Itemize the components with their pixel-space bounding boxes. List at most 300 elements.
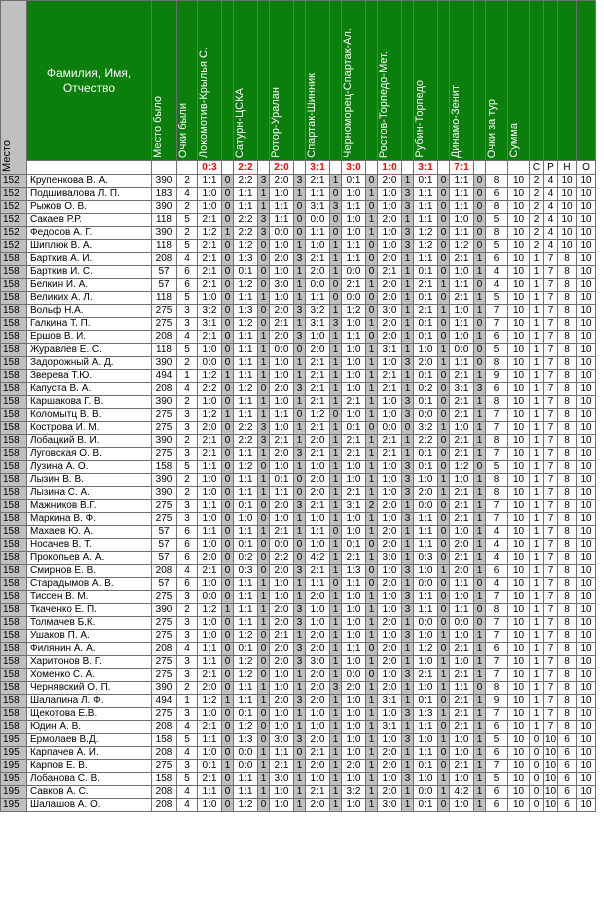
prediction-cell: 0:0 xyxy=(450,617,474,630)
sum-cell: 10 xyxy=(508,253,530,266)
prediction-cell: 1:1 xyxy=(414,214,438,227)
prediction-cell: 2:1 xyxy=(306,357,330,370)
prediction-cell: 0:1 xyxy=(414,396,438,409)
place-was-cell: 390 xyxy=(152,175,177,188)
stat-header-n: Н xyxy=(558,161,577,175)
prediction-cell: 0:1 xyxy=(414,370,438,383)
prediction-points-cell: 0 xyxy=(222,357,234,370)
prediction-cell: 1:0 xyxy=(450,630,474,643)
prediction-cell: 1:1 xyxy=(234,409,258,422)
name-cell: Смирнов Е. В. xyxy=(27,565,152,578)
prediction-points-cell: 0 xyxy=(222,786,234,799)
stat-cell: 7 xyxy=(544,500,558,513)
table-row xyxy=(1,500,596,513)
prediction-cell: 1:1 xyxy=(198,500,222,513)
stat-cell: 10 xyxy=(577,292,596,305)
table-row xyxy=(1,708,596,721)
prediction-cell: 1:0 xyxy=(306,513,330,526)
prediction-points-cell: 1 xyxy=(258,578,270,591)
prediction-cell: 1:0 xyxy=(342,318,366,331)
results-blank xyxy=(258,161,270,175)
sum-cell: 10 xyxy=(508,734,530,747)
prediction-points-cell: 0 xyxy=(258,240,270,253)
prediction-cell: 1:1 xyxy=(234,292,258,305)
tour-points-cell: 5 xyxy=(486,461,508,474)
prediction-cell: 1:1 xyxy=(234,357,258,370)
prediction-cell: 1:0 xyxy=(414,682,438,695)
prediction-cell: 1:0 xyxy=(378,357,402,370)
stat-cell: 4 xyxy=(544,214,558,227)
prediction-cell: 1:0 xyxy=(342,604,366,617)
table-row xyxy=(1,526,596,539)
stat-cell: 10 xyxy=(577,396,596,409)
stat-cell: 10 xyxy=(577,409,596,422)
prediction-points-cell: 0 xyxy=(330,526,342,539)
prediction-cell: 1:1 xyxy=(234,617,258,630)
prediction-points-cell: 1 xyxy=(438,682,450,695)
prediction-cell: 2:1 xyxy=(450,370,474,383)
prediction-cell: 2:0 xyxy=(306,266,330,279)
place-cell: 158 xyxy=(1,669,27,682)
prediction-points-cell: 1 xyxy=(258,448,270,461)
stat-cell: 10 xyxy=(577,721,596,734)
prediction-cell: 2:1 xyxy=(450,409,474,422)
prediction-points-cell: 0 xyxy=(222,630,234,643)
prediction-points-cell: 1 xyxy=(438,656,450,669)
stat-cell: 10 xyxy=(558,240,577,253)
stat-cell: 10 xyxy=(577,630,596,643)
match-result: 2:0 xyxy=(270,161,294,175)
prediction-points-cell: 1 xyxy=(294,799,306,812)
table-row xyxy=(1,617,596,630)
prediction-points-cell: 0 xyxy=(222,448,234,461)
prediction-cell: 0:1 xyxy=(342,175,366,188)
prediction-cell: 1:2 xyxy=(234,279,258,292)
results-blank xyxy=(330,161,342,175)
prediction-cell: 1:0 xyxy=(342,591,366,604)
prediction-cell: 1:0 xyxy=(306,617,330,630)
prediction-cell: 1:1 xyxy=(450,604,474,617)
prediction-points-cell: 0 xyxy=(222,734,234,747)
prediction-points-cell: 0 xyxy=(222,240,234,253)
prediction-points-cell: 1 xyxy=(366,461,378,474)
prediction-cell: 2:0 xyxy=(270,253,294,266)
prediction-points-cell: 0 xyxy=(438,695,450,708)
place-cell: 152 xyxy=(1,240,27,253)
prediction-points-cell: 1 xyxy=(366,786,378,799)
stat-cell: 4 xyxy=(544,188,558,201)
prediction-cell: 1:0 xyxy=(270,370,294,383)
prediction-points-cell: 0 xyxy=(294,227,306,240)
stat-cell: 4 xyxy=(544,240,558,253)
prediction-points-cell: 3 xyxy=(258,214,270,227)
prediction-cell: 2:1 xyxy=(450,552,474,565)
prediction-points-cell: 0 xyxy=(222,552,234,565)
prediction-cell: 1:0 xyxy=(270,240,294,253)
prediction-cell: 1:0 xyxy=(378,201,402,214)
prediction-points-cell: 1 xyxy=(402,344,414,357)
sum-cell: 10 xyxy=(508,604,530,617)
place-cell: 158 xyxy=(1,383,27,396)
prediction-points-cell: 1 xyxy=(366,773,378,786)
prediction-cell: 1:2 xyxy=(234,461,258,474)
prediction-cell: 2:0 xyxy=(270,695,294,708)
prediction-points-cell: 1 xyxy=(402,643,414,656)
stat-cell: 8 xyxy=(558,552,577,565)
points-were-cell: 4 xyxy=(177,799,198,812)
prediction-cell: 1:0 xyxy=(342,383,366,396)
prediction-points-cell: 1 xyxy=(474,799,486,812)
prediction-cell: 2:2 xyxy=(234,214,258,227)
prediction-cell: 1:1 xyxy=(450,175,474,188)
sum-cell: 10 xyxy=(508,266,530,279)
prediction-cell: 1:1 xyxy=(234,201,258,214)
prediction-cell: 1:2 xyxy=(234,630,258,643)
prediction-points-cell: 1 xyxy=(474,669,486,682)
place-was-cell: 118 xyxy=(152,292,177,305)
name-cell: Федосов А. Г. xyxy=(27,227,152,240)
prediction-cell: 1:0 xyxy=(450,799,474,812)
prediction-cell: 2:1 xyxy=(306,565,330,578)
prediction-cell: 3:2 xyxy=(414,422,438,435)
prediction-cell: 2:0 xyxy=(378,279,402,292)
points-were-cell: 3 xyxy=(177,617,198,630)
tour-points-cell: 5 xyxy=(486,734,508,747)
place-cell: 158 xyxy=(1,578,27,591)
place-was-cell: 208 xyxy=(152,721,177,734)
tour-points-cell: 7 xyxy=(486,500,508,513)
prediction-cell: 1:1 xyxy=(450,201,474,214)
prediction-points-cell: 3 xyxy=(402,513,414,526)
stat-cell: 10 xyxy=(577,331,596,344)
stat-cell: 10 xyxy=(577,435,596,448)
sum-cell: 10 xyxy=(508,617,530,630)
prediction-cell: 2:0 xyxy=(378,318,402,331)
tour-points-cell: 8 xyxy=(486,175,508,188)
prediction-cell: 0:1 xyxy=(414,448,438,461)
prediction-points-cell: 1 xyxy=(330,786,342,799)
points-were-cell: 4 xyxy=(177,747,198,760)
prediction-points-cell: 3 xyxy=(402,708,414,721)
name-cell: Прокопьев А. А. xyxy=(27,552,152,565)
stat-cell: 1 xyxy=(530,357,544,370)
stat-cell: 10 xyxy=(577,708,596,721)
prediction-cell: 2:1 xyxy=(306,175,330,188)
prediction-points-cell: 0 xyxy=(366,292,378,305)
prediction-cell: 3:1 xyxy=(450,383,474,396)
prediction-cell: 3:1 xyxy=(378,721,402,734)
prediction-cell: 1:0 xyxy=(198,292,222,305)
stat-cell: 2 xyxy=(530,240,544,253)
prediction-points-cell: 0 xyxy=(222,318,234,331)
prediction-points-cell: 1 xyxy=(474,539,486,552)
prediction-points-cell: 1 xyxy=(294,682,306,695)
name-cell: Крупенкова В. А. xyxy=(27,175,152,188)
prediction-points-cell: 1 xyxy=(438,357,450,370)
prediction-cell: 1:0 xyxy=(270,669,294,682)
prediction-cell: 1:2 xyxy=(234,383,258,396)
stat-cell: 8 xyxy=(558,396,577,409)
stat-cell: 7 xyxy=(544,318,558,331)
prediction-points-cell: 3 xyxy=(294,604,306,617)
prediction-points-cell: 1 xyxy=(258,188,270,201)
points-were-cell: 5 xyxy=(177,214,198,227)
prediction-cell: 2:0 xyxy=(378,253,402,266)
prediction-points-cell: 1 xyxy=(330,396,342,409)
prediction-points-cell: 1 xyxy=(474,630,486,643)
points-were-cell: 2 xyxy=(177,682,198,695)
prediction-cell: 1:0 xyxy=(198,487,222,500)
header-sum: Сумма xyxy=(508,1,530,161)
prediction-points-cell: 1 xyxy=(330,357,342,370)
prediction-cell: 1:1 xyxy=(414,201,438,214)
sum-cell: 10 xyxy=(508,279,530,292)
prediction-points-cell: 3 xyxy=(294,175,306,188)
prediction-points-cell: 0 xyxy=(366,253,378,266)
stat-cell: 10 xyxy=(577,552,596,565)
prediction-cell: 2:2 xyxy=(414,435,438,448)
place-cell: 158 xyxy=(1,266,27,279)
prediction-points-cell: 3 xyxy=(402,604,414,617)
prediction-points-cell: 1 xyxy=(258,344,270,357)
stat-cell: 7 xyxy=(544,435,558,448)
prediction-points-cell: 0 xyxy=(294,409,306,422)
prediction-cell: 1:1 xyxy=(198,526,222,539)
prediction-points-cell: 1 xyxy=(402,617,414,630)
points-were-cell: 2 xyxy=(177,604,198,617)
prediction-cell: 2:1 xyxy=(198,435,222,448)
place-was-cell: 390 xyxy=(152,227,177,240)
stat-cell: 2 xyxy=(530,214,544,227)
table-row xyxy=(1,370,596,383)
header-place-was: Место было xyxy=(152,1,177,161)
prediction-points-cell: 0 xyxy=(222,331,234,344)
prediction-points-cell: 0 xyxy=(438,409,450,422)
prediction-cell: 0:0 xyxy=(414,617,438,630)
prediction-points-cell: 1 xyxy=(402,539,414,552)
prediction-points-cell: 3 xyxy=(402,773,414,786)
place-was-cell: 275 xyxy=(152,318,177,331)
stat-cell: 1 xyxy=(530,552,544,565)
prediction-points-cell: 1 xyxy=(258,682,270,695)
sum-cell: 10 xyxy=(508,656,530,669)
prediction-cell: 2:1 xyxy=(450,721,474,734)
prediction-points-cell: 3 xyxy=(402,357,414,370)
prediction-cell: 1:1 xyxy=(234,578,258,591)
prediction-cell: 1:0 xyxy=(306,331,330,344)
prediction-points-cell: 1 xyxy=(474,565,486,578)
stat-cell: 0 xyxy=(530,734,544,747)
header-spacer xyxy=(222,1,234,161)
prediction-cell: 1:2 xyxy=(198,409,222,422)
place-cell: 195 xyxy=(1,786,27,799)
stat-cell: 8 xyxy=(558,448,577,461)
sum-cell: 10 xyxy=(508,175,530,188)
prediction-points-cell: 1 xyxy=(402,292,414,305)
sum-cell: 10 xyxy=(508,513,530,526)
sum-cell: 10 xyxy=(508,682,530,695)
prediction-cell: 1:0 xyxy=(306,708,330,721)
stat-cell: 1 xyxy=(530,422,544,435)
header-match: Динамо-Зенит xyxy=(450,1,474,161)
prediction-cell: 2:1 xyxy=(378,383,402,396)
prediction-cell: 3:2 xyxy=(198,305,222,318)
place-was-cell: 208 xyxy=(152,331,177,344)
prediction-points-cell: 0 xyxy=(222,669,234,682)
sum-cell: 10 xyxy=(508,474,530,487)
prediction-points-cell: 0 xyxy=(330,188,342,201)
prediction-points-cell: 1 xyxy=(402,747,414,760)
stat-cell: 7 xyxy=(544,526,558,539)
prediction-cell: 1:1 xyxy=(342,643,366,656)
points-were-cell: 2 xyxy=(177,487,198,500)
prediction-cell: 1:1 xyxy=(198,656,222,669)
prediction-cell: 1:0 xyxy=(342,513,366,526)
points-were-cell: 3 xyxy=(177,409,198,422)
name-cell: Ермолаев В.Д. xyxy=(27,734,152,747)
sum-cell: 10 xyxy=(508,773,530,786)
stat-cell: 6 xyxy=(558,773,577,786)
prediction-cell: 1:1 xyxy=(234,526,258,539)
name-cell: Чернявский О. П. xyxy=(27,682,152,695)
place-was-cell: 208 xyxy=(152,747,177,760)
prediction-points-cell: 0 xyxy=(474,188,486,201)
prediction-cell: 1:0 xyxy=(270,292,294,305)
points-were-cell: 2 xyxy=(177,227,198,240)
prediction-cell: 2:0 xyxy=(198,552,222,565)
header-match: Ротор-Уралан xyxy=(270,1,294,161)
prediction-points-cell: 1 xyxy=(330,552,342,565)
sum-cell: 10 xyxy=(508,409,530,422)
prediction-points-cell: 0 xyxy=(222,188,234,201)
prediction-cell: 0:1 xyxy=(270,474,294,487)
prediction-cell: 1:0 xyxy=(342,227,366,240)
name-cell: Журавлев Е. С. xyxy=(27,344,152,357)
prediction-cell: 1:0 xyxy=(198,396,222,409)
prediction-cell: 1:2 xyxy=(306,409,330,422)
stat-cell: 10 xyxy=(577,253,596,266)
stat-cell: 10 xyxy=(558,214,577,227)
prediction-cell: 1:0 xyxy=(342,747,366,760)
table-row xyxy=(1,656,596,669)
stat-cell: 10 xyxy=(577,422,596,435)
prediction-points-cell: 1 xyxy=(366,695,378,708)
table-row xyxy=(1,539,596,552)
stat-cell: 1 xyxy=(530,266,544,279)
stat-cell: 7 xyxy=(544,474,558,487)
stat-cell: 8 xyxy=(558,279,577,292)
table-row xyxy=(1,760,596,773)
points-were-cell: 5 xyxy=(177,344,198,357)
stat-cell: 8 xyxy=(558,370,577,383)
prediction-points-cell: 1 xyxy=(258,474,270,487)
prediction-cell: 1:0 xyxy=(378,669,402,682)
prediction-points-cell: 1 xyxy=(474,760,486,773)
prediction-points-cell: 0 xyxy=(258,266,270,279)
prediction-cell: 1:0 xyxy=(450,266,474,279)
place-cell: 158 xyxy=(1,643,27,656)
prediction-points-cell: 1 xyxy=(402,253,414,266)
stat-cell: 1 xyxy=(530,279,544,292)
match-result: 2:2 xyxy=(234,161,258,175)
header-spacer xyxy=(558,1,577,161)
place-cell: 158 xyxy=(1,448,27,461)
prediction-points-cell: 1 xyxy=(366,708,378,721)
prediction-points-cell: 0 xyxy=(258,708,270,721)
prediction-points-cell: 3 xyxy=(294,331,306,344)
prediction-cell: 1:0 xyxy=(198,578,222,591)
place-was-cell: 208 xyxy=(152,799,177,812)
prediction-cell: 1:0 xyxy=(270,708,294,721)
stat-cell: 7 xyxy=(544,422,558,435)
stat-cell: 1 xyxy=(530,305,544,318)
stat-cell: 1 xyxy=(530,708,544,721)
tour-points-cell: 4 xyxy=(486,552,508,565)
header-spacer xyxy=(330,1,342,161)
prediction-cell: 2:1 xyxy=(450,396,474,409)
prediction-points-cell: 1 xyxy=(402,331,414,344)
prediction-points-cell: 1 xyxy=(294,526,306,539)
stat-cell: 10 xyxy=(577,357,596,370)
prediction-points-cell: 1 xyxy=(222,370,234,383)
prediction-cell: 1:0 xyxy=(342,214,366,227)
prediction-cell: 2:0 xyxy=(378,292,402,305)
place-cell: 158 xyxy=(1,682,27,695)
prediction-cell: 1:2 xyxy=(414,240,438,253)
prediction-points-cell: 1 xyxy=(366,617,378,630)
tour-points-cell: 4 xyxy=(486,279,508,292)
stat-cell: 10 xyxy=(577,474,596,487)
prediction-cell: 0:1 xyxy=(414,318,438,331)
prediction-points-cell: 1 xyxy=(330,773,342,786)
prediction-cell: 1:1 xyxy=(414,604,438,617)
place-cell: 158 xyxy=(1,487,27,500)
prediction-cell: 1:0 xyxy=(342,474,366,487)
prediction-points-cell: 1 xyxy=(258,370,270,383)
prediction-cell: 1:2 xyxy=(450,461,474,474)
prediction-cell: 0:1 xyxy=(414,695,438,708)
prediction-points-cell: 0 xyxy=(438,396,450,409)
prediction-points-cell: 1 xyxy=(366,721,378,734)
prediction-cell: 2:1 xyxy=(270,318,294,331)
prediction-cell: 1:1 xyxy=(234,344,258,357)
prediction-points-cell: 1 xyxy=(294,721,306,734)
prediction-cell: 0:1 xyxy=(414,266,438,279)
prediction-cell: 2:1 xyxy=(414,669,438,682)
stat-cell: 10 xyxy=(577,565,596,578)
sum-cell: 10 xyxy=(508,240,530,253)
prediction-points-cell: 1 xyxy=(222,227,234,240)
prediction-points-cell: 2 xyxy=(366,500,378,513)
prediction-points-cell: 0 xyxy=(438,266,450,279)
prediction-cell: 2:1 xyxy=(198,253,222,266)
stat-cell: 10 xyxy=(577,786,596,799)
prediction-cell: 0:1 xyxy=(414,760,438,773)
place-was-cell: 118 xyxy=(152,240,177,253)
prediction-cell: 1:0 xyxy=(306,240,330,253)
stat-cell: 7 xyxy=(544,669,558,682)
prediction-cell: 1:1 xyxy=(414,721,438,734)
prediction-cell: 1:1 xyxy=(414,188,438,201)
prediction-points-cell: 1 xyxy=(366,435,378,448)
prediction-points-cell: 1 xyxy=(294,513,306,526)
prediction-points-cell: 1 xyxy=(294,240,306,253)
prediction-points-cell: 1 xyxy=(294,188,306,201)
prediction-cell: 2:0 xyxy=(306,669,330,682)
prediction-points-cell: 0 xyxy=(474,461,486,474)
stat-cell: 10 xyxy=(577,188,596,201)
place-cell: 158 xyxy=(1,279,27,292)
